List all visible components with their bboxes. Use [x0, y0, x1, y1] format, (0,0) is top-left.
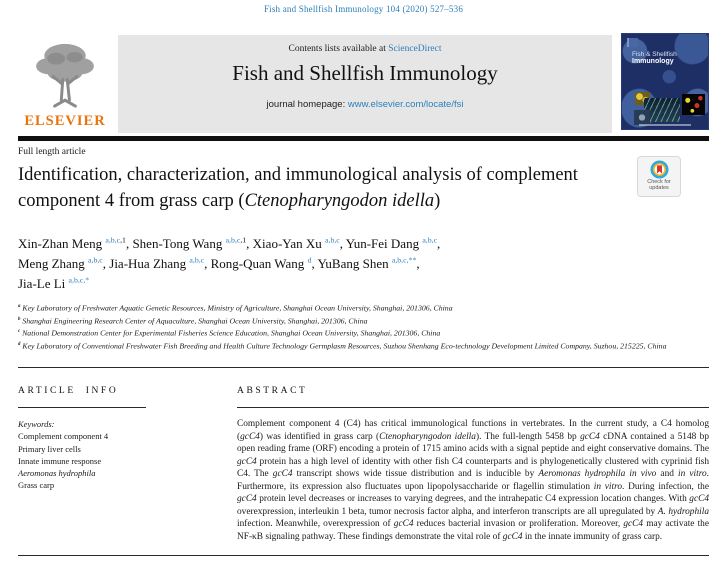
affiliation-item	[18, 339, 678, 352]
affiliation-sup: a	[18, 304, 21, 309]
journal-title: Fish and Shellfish Immunology	[232, 61, 498, 85]
sciencedirect-link[interactable]: ScienceDirect	[388, 44, 442, 54]
keyword-item: Primary liver cells	[18, 443, 81, 454]
affiliation-item	[18, 301, 678, 314]
affiliation-text: Key Laboratory of Freshwater Aquatic Genetic Resources, Ministry of Agriculture, Shanghai Ocean University, Shanghai, 201306, China	[22, 303, 453, 313]
citation-line: Fish and Shellfish Immunology 104 (2020) 527–536	[263, 4, 464, 14]
crossmark-badge[interactable]	[637, 156, 681, 197]
keyword-item: Aeromonas hydrophila	[18, 468, 96, 479]
cover-photo-fluorescence	[682, 94, 705, 115]
abstract-body: Complement component 4 (C4) has critical immunological functions in vertebrates. In the current study, a C4 homolog (gcC4) was identified in grass carp (Ctenopharyngodon idella). The full-length 5458 bp gcC4 cDNA contained a 5148 bp open reading frame (ORF) encoding a protein of 1715 amino acids with a signal peptide and eight conservative domains. The gcC4 protein has a high level of identity with other fish C4 counterparts and is phylogenetically clustered with cyprinid fish C4. The gcC4 transcript shows wide tissue distribution and is inducible by Aeromonas hydrophila in vivo and in vitro. Furthermore, its expression also fluctuates upon lipopolysaccharide or flagellin stimulation in vitro. During infection, the gcC4 protein level decreases or increases to varying degrees, and the intrahepatic C4 expression location changes. With gcC4 overexpression, interleukin 1 beta, tumor necrosis factor alpha, and interferon transcripts are all upregulated by A. hydrophila infection. Meanwhile, overexpression of gcC4 reduces bacterial invasion or proliferation. Moreover, gcC4 may activate the NF-κB signaling pathway. These findings demonstrate the vital role of gcC4 in the innate immunity of grass carp.	[237, 419, 710, 542]
affiliation-sup: d	[18, 341, 21, 347]
affiliation-text: Key Laboratory of Conventional Freshwater Fish Breeding and Health Culture Technology Germplasm Resources, Suzhou Shenhang Eco-technology Development Limited Company, Suzhou, 215225, China	[22, 341, 667, 351]
affiliation-sup: c	[18, 329, 21, 335]
journal-cover-thumbnail	[621, 33, 709, 130]
cover-title-line1: Fish & Shellfish	[632, 51, 677, 58]
authors-line: Jia-Le Li $^{a,b,c,*}$	[18, 275, 90, 291]
affiliation-item	[18, 326, 678, 339]
homepage-link[interactable]: www.elsevier.com/locate/fsi	[347, 99, 464, 110]
affiliation-list	[18, 301, 678, 351]
elsevier-logo	[18, 35, 112, 133]
homepage-prefix: journal homepage:	[266, 99, 348, 110]
affiliation-text: Shanghai Engineering Research Center of Aquaculture, Shanghai Ocean University, Shanghai, 201306, China	[22, 316, 368, 326]
cover-title	[632, 51, 677, 65]
cover-title-line2: Immunology	[632, 58, 674, 65]
affiliation-sup: b	[18, 316, 21, 322]
affiliation-item	[18, 314, 678, 327]
cover-footer-line	[639, 124, 691, 126]
article-info-rule	[18, 407, 146, 408]
journal-header-band	[118, 35, 612, 133]
abstract-rule	[237, 407, 709, 408]
article-info-heading: ARTICLE INFO	[18, 386, 119, 396]
authors-line: Xin-Zhan Meng $^{a,b,c,1}$, Shen-Tong Wang $^{a,b,c,1}$, Xiao-Yan Xu $^{a,b,c}$, Yun-Fei Dang $^{a,b,c}$,	[18, 235, 441, 251]
affiliation-text: National Demonstration Center for Experimental Fisheries Science Education, Shanghai Ocean University, Shanghai, 201306, China	[22, 328, 441, 338]
article-type-label: Full length article	[18, 147, 86, 157]
header-divider-bar	[18, 136, 709, 141]
cover-photo-micrograph	[634, 110, 650, 125]
crossmark-icon	[650, 160, 669, 179]
keyword-item: Innate immune response	[18, 455, 102, 466]
homepage-line	[118, 99, 612, 110]
keywords-label: Keywords:	[18, 419, 55, 429]
contents-prefix: Contents lists available at	[288, 44, 389, 54]
section-divider-rule	[18, 367, 709, 368]
keyword-item: Complement component 4	[18, 431, 109, 442]
article-title: Identification, characterization, and immunological analysis of complement component 4 from grass carp (Ctenopharyngodon idella)	[18, 165, 578, 211]
crossmark-label-line2: updates	[649, 185, 669, 191]
authors-line: Meng Zhang $^{a,b,c}$, Jia-Hua Zhang $^{a,b,c}$, Rong-Quan Wang $^d$, YuBang Shen $^{a,b,c,**}$,	[18, 255, 420, 271]
footer-rule	[18, 555, 709, 556]
cover-issue-chip	[627, 38, 638, 47]
elsevier-wordmark: ELSEVIER	[24, 113, 106, 129]
elsevier-tree-icon	[28, 37, 102, 113]
author-list	[18, 234, 668, 294]
crossmark-label	[638, 179, 680, 191]
crossmark-label-line1: Check for	[647, 179, 671, 185]
keywords-block	[18, 418, 223, 492]
contents-line	[118, 44, 612, 54]
abstract-heading: ABSTRACT	[237, 386, 308, 396]
keyword-item: Grass carp	[18, 480, 55, 491]
